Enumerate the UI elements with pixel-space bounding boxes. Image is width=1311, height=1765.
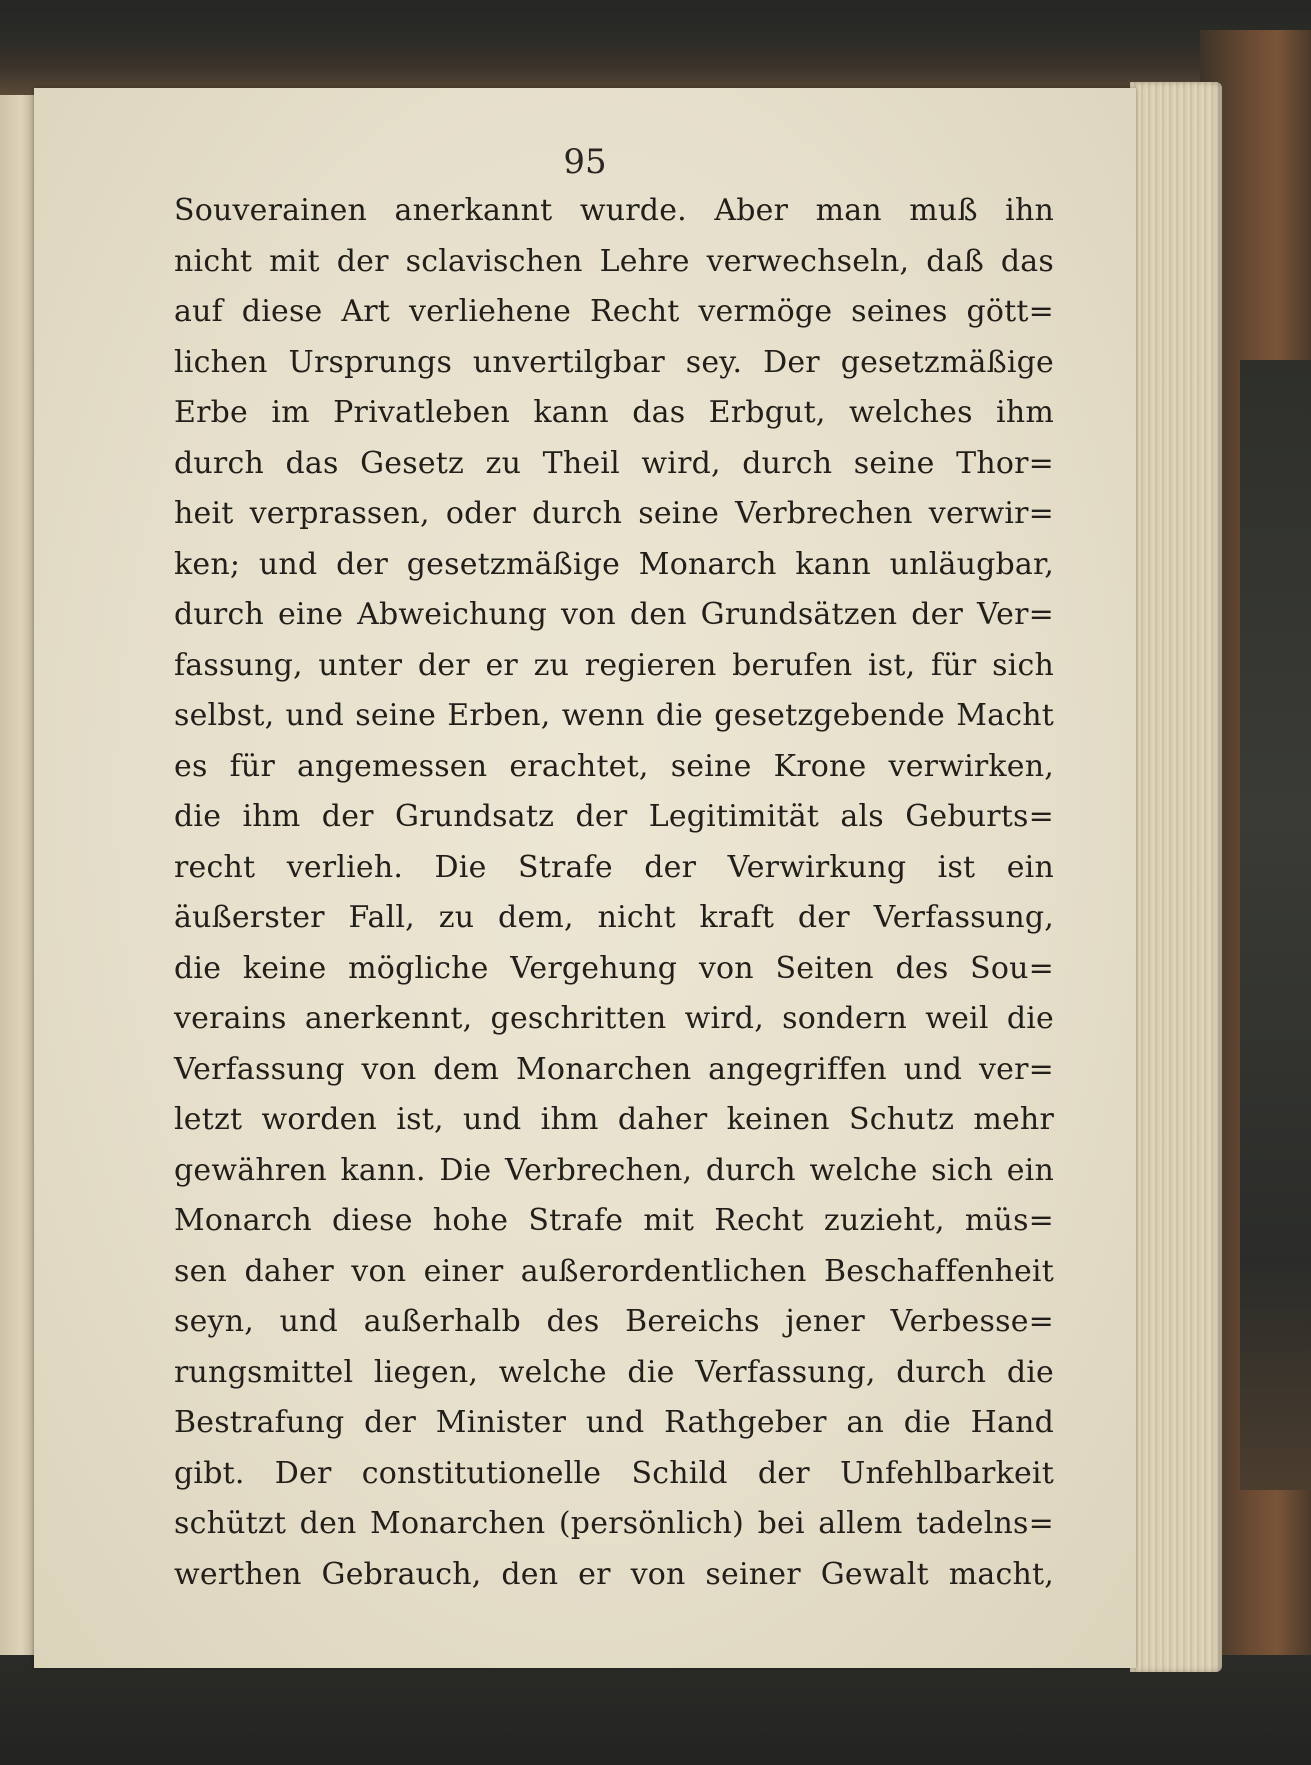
book-page	[34, 88, 1136, 1668]
text-line: recht verlieh. Die Strafe der Verwirkung ist ein	[174, 849, 1054, 885]
text-line: gewähren kann. Die Verbrechen, durch welche sich ein	[174, 1152, 1054, 1188]
text-line: Verfassung von dem Monarchen angegriffen und ver=	[174, 1051, 1054, 1087]
text-line: durch eine Abweichung von den Grundsätzen der Ver=	[174, 597, 1054, 632]
text-line: äußerster Fall, zu dem, nicht kraft der Verfassung,	[174, 900, 1054, 935]
text-line: rungsmittel liegen, welche die Verfassung, durch die	[174, 1354, 1054, 1390]
text-line: lichen Ursprungs unvertilgbar sey. Der gesetzmäßige	[174, 344, 1054, 380]
text-line: durch das Gesetz zu Theil wird, durch seine Thor=	[174, 445, 1054, 481]
bottom-background	[0, 1655, 1311, 1765]
text-line: Monarch diese hohe Strafe mit Recht zuzieht, müs=	[174, 1203, 1054, 1238]
text-line: gibt. Der constitutionelle Schild der Unfehlbarkeit	[174, 1455, 1054, 1491]
top-background	[0, 0, 1311, 95]
text-line: nicht mit der sclavischen Lehre verwechseln, daß das	[174, 243, 1054, 279]
text-line: seyn, und außerhalb des Bereichs jener Verbesse=	[174, 1304, 1054, 1339]
marbled-board	[1240, 360, 1311, 1490]
text-line: selbst, und seine Erben, wenn die gesetzgebende Macht	[174, 698, 1054, 733]
text-line: verains anerkennt, geschritten wird, sondern weil die	[174, 1001, 1054, 1036]
page-number: 95	[563, 142, 607, 182]
text-line: die ihm der Grundsatz der Legitimität als Geburts=	[174, 799, 1054, 834]
text-line: es für angemessen erachtet, seine Krone verwirken,	[174, 748, 1054, 784]
text-line: schützt den Monarchen (persönlich) bei allem tadelns=	[174, 1506, 1054, 1541]
text-line: Souverainen anerkannt wurde. Aber man muß ihn	[174, 193, 1054, 228]
text-line: ken; und der gesetzmäßige Monarch kann unläugbar,	[174, 546, 1054, 582]
text-line: die keine mögliche Vergehung von Seiten des Sou=	[174, 950, 1054, 986]
text-line: werthen Gebrauch, den er von seiner Gewalt macht,	[174, 1556, 1054, 1592]
page-text	[174, 186, 1054, 1600]
text-line: heit verprassen, oder durch seine Verbrechen verwir=	[174, 496, 1054, 531]
text-line: auf diese Art verliehene Recht vermöge seines gött=	[174, 294, 1054, 329]
text-line: sen daher von einer außerordentlichen Beschaffenheit	[174, 1253, 1054, 1289]
text-line: Bestrafung der Minister und Rathgeber an die Hand	[174, 1405, 1054, 1440]
text-line: letzt worden ist, und ihm daher keinen Schutz mehr	[174, 1102, 1054, 1137]
text-line: Erbe im Privatleben kann das Erbgut, welches ihm	[174, 395, 1054, 430]
left-page-edge	[0, 95, 36, 1655]
page-block-edges	[1130, 82, 1222, 1672]
text-line: fassung, unter der er zu regieren berufen ist, für sich	[174, 647, 1054, 683]
